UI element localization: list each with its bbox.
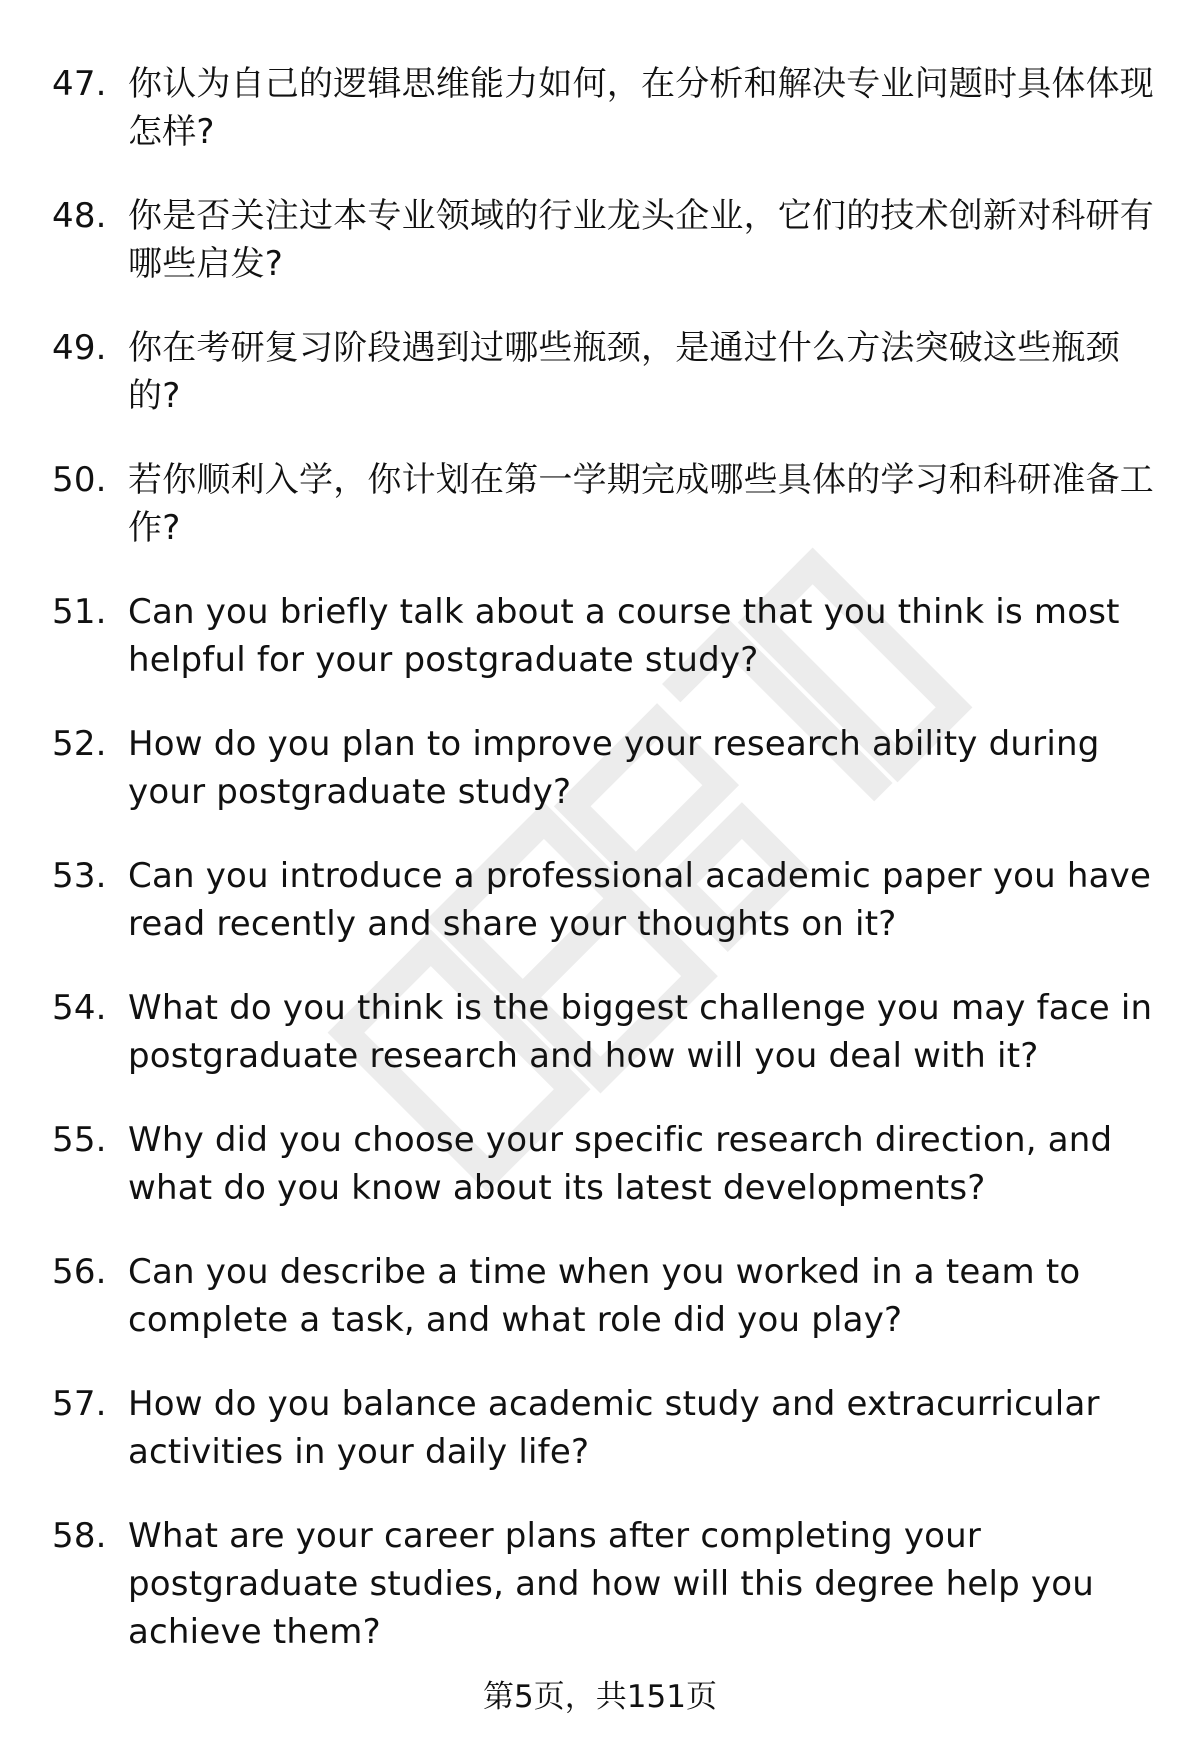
- question-text: 你在考研复习阶段遇到过哪些瓶颈，是通过什么方法突破这些瓶颈的?: [128, 328, 1120, 416]
- question-item: [52, 852, 1162, 948]
- page-number-label: 第5页，共151页: [483, 1679, 717, 1715]
- question-text: How do you balance academic study and extracurricular activities in your daily life?: [128, 1384, 1100, 1472]
- question-number: 53.: [52, 856, 107, 896]
- question-number: 55.: [52, 1120, 107, 1160]
- question-number: 56.: [52, 1252, 107, 1292]
- question-item: [52, 60, 1162, 156]
- question-item: [52, 192, 1162, 288]
- question-number: 50.: [52, 460, 107, 500]
- question-text: What do you think is the biggest challenge you may face in postgraduate research and how will you deal with it?: [128, 988, 1153, 1076]
- question-item: [52, 1380, 1162, 1476]
- question-number: 52.: [52, 724, 107, 764]
- question-item: [52, 984, 1162, 1080]
- question-text: Why did you choose your specific research direction, and what do you know about its latest developments?: [128, 1120, 1113, 1208]
- question-number: 57.: [52, 1384, 107, 1424]
- question-number: 51.: [52, 592, 107, 632]
- question-item: [52, 1248, 1162, 1344]
- question-number: 58.: [52, 1516, 107, 1556]
- question-item: [52, 324, 1162, 420]
- question-item: [52, 1512, 1162, 1656]
- question-text: 若你顺利入学，你计划在第一学期完成哪些具体的学习和科研准备工作?: [128, 460, 1154, 548]
- question-number: 48.: [52, 196, 107, 236]
- question-text: What are your career plans after completing your postgraduate studies, and how will this degree help you achieve them?: [128, 1516, 1094, 1652]
- question-list: [52, 60, 1162, 1692]
- question-item: [52, 720, 1162, 816]
- question-item: [52, 456, 1162, 552]
- question-text: How do you plan to improve your research ability during your postgraduate study?: [128, 724, 1100, 812]
- question-text: Can you introduce a professional academic paper you have read recently and share your thoughts on it?: [128, 856, 1152, 944]
- question-text: Can you briefly talk about a course that you think is most helpful for your postgraduate study?: [128, 592, 1120, 680]
- question-item: [52, 1116, 1162, 1212]
- page-footer: [0, 1677, 1200, 1717]
- question-number: 54.: [52, 988, 107, 1028]
- question-text: Can you describe a time when you worked in a team to complete a task, and what role did you play?: [128, 1252, 1081, 1340]
- question-item: [52, 588, 1162, 684]
- question-text: 你认为自己的逻辑思维能力如何，在分析和解决专业问题时具体体现怎样?: [128, 64, 1154, 152]
- question-number: 47.: [52, 64, 107, 104]
- question-text: 你是否关注过本专业领域的行业龙头企业，它们的技术创新对科研有哪些启发?: [128, 196, 1154, 284]
- question-number: 49.: [52, 328, 107, 368]
